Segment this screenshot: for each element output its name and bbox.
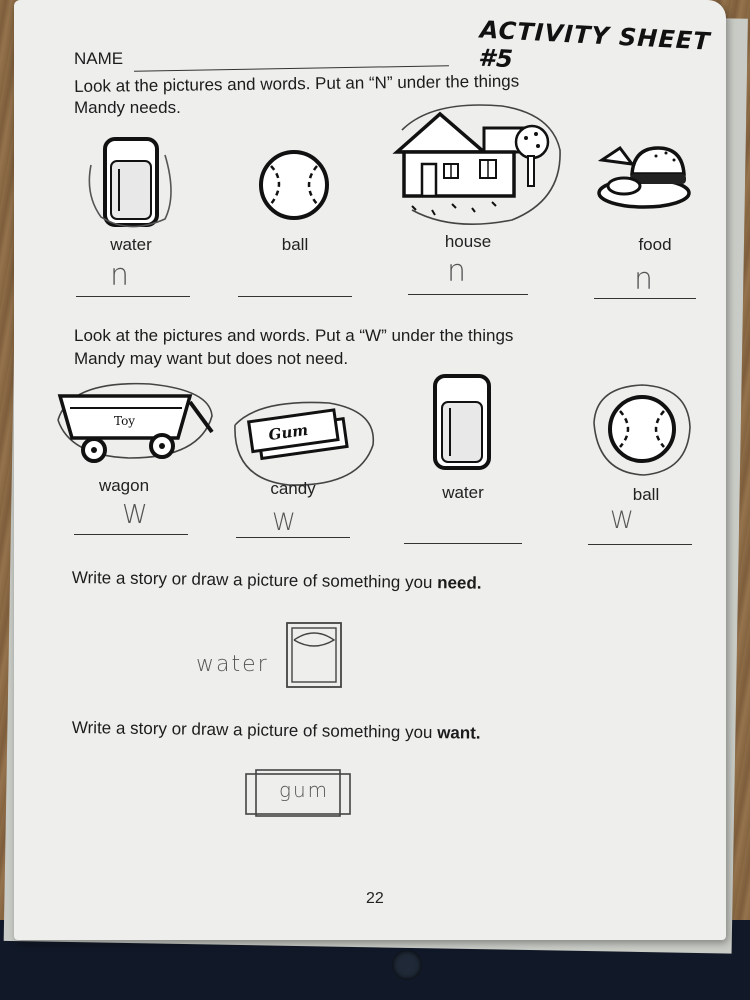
ball-icon [257,148,332,223]
need-answer-line-house[interactable] [408,294,528,295]
need-answer-house: n [447,254,467,289]
water-glass-icon [99,135,169,230]
want-instruction-line2: Mandy may want but does not need. [74,349,349,368]
want-label-water: water [442,483,484,502]
want-label-wagon: wagon [98,476,150,495]
need-label-water: water [110,235,152,254]
water-glass-icon-2 [429,372,499,472]
need-answer-line-water[interactable] [76,296,190,297]
want-label-candy: candy [270,479,316,498]
need-story-handwriting: water [196,652,269,677]
need-story-prompt: Write a story or draw a picture of something you need. [71,567,482,593]
want-answer-line-candy[interactable] [236,537,350,538]
worksheet-page [14,0,726,940]
name-label: NAME [74,49,124,68]
want-label-ball: ball [632,485,660,504]
ball-icon-2 [592,383,692,478]
need-answer-food: n [634,262,654,297]
need-answer-line-food[interactable] [594,298,696,299]
want-answer-line-ball[interactable] [588,544,692,545]
need-label-ball: ball [281,235,309,254]
want-story-handwriting: gum [279,778,330,802]
need-instruction-line2: Mandy needs. [74,98,181,117]
activity-title: ACTIVITY SHEET #5 [477,15,712,74]
name-line[interactable] [134,65,449,71]
page-number: 22 [366,890,384,907]
wagon-toy-text: Toy [114,414,136,428]
need-label-house: house [444,232,492,251]
want-instruction-line1: Look at the pictures and words. Put a “W” under the things [74,326,514,345]
need-instruction-line1: Look at the pictures and words. Put an “N” under the things [74,71,520,96]
want-answer-wagon: W [122,500,148,530]
need-label-food: food [638,235,672,254]
want-answer-line-water[interactable] [404,543,522,544]
food-burger-icon [594,138,694,213]
want-answer-candy: W [272,508,296,536]
wagon-icon [50,380,215,470]
gum-wrapper-text: Gum [267,420,310,445]
floor-knob [392,950,422,980]
house-icon [392,100,567,235]
want-answer-ball: W [610,506,634,534]
need-answer-line-ball[interactable] [238,296,352,297]
need-answer-water: n [110,258,130,293]
need-drawing-glass [284,620,346,692]
want-answer-line-wagon[interactable] [74,534,188,535]
want-story-prompt: Write a story or draw a picture of something you want. [71,717,481,743]
